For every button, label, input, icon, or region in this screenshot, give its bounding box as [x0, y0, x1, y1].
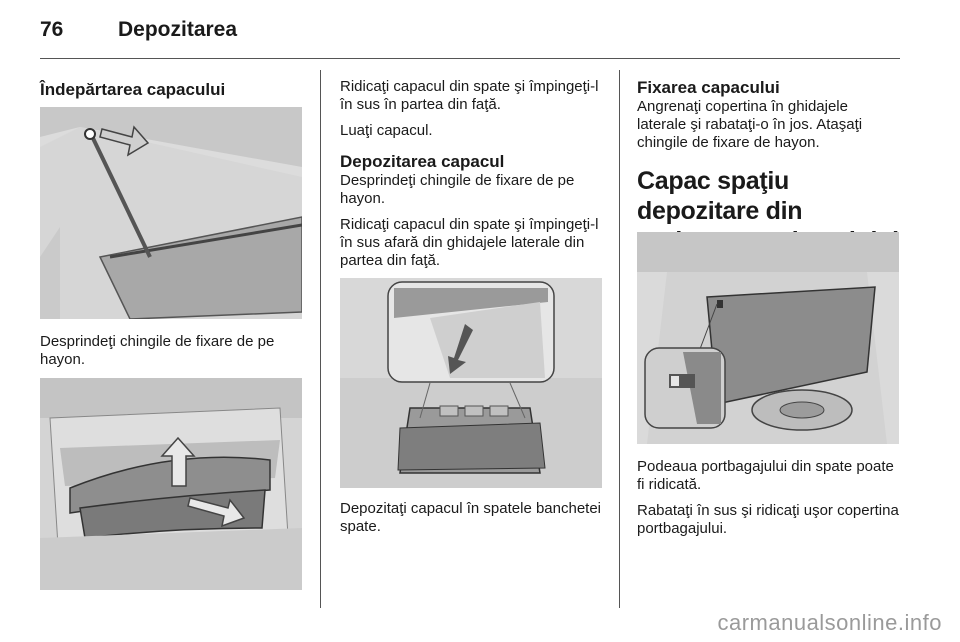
column-1-text	[40, 333, 304, 377]
watermark: carmanualsonline.info	[717, 610, 942, 635]
instruction-take-cover: Luaţi capacul.	[340, 122, 433, 139]
illustration-floor-storage	[637, 232, 899, 444]
section-heading-fix-cover: Fixarea capacului	[637, 78, 780, 97]
header-rule	[40, 58, 900, 59]
illustration-remove-cover	[40, 378, 302, 590]
illustration-store-cover	[340, 278, 602, 488]
section-title-floor-storage: Capac spaţiu depozitare din	[637, 167, 803, 225]
column-divider-2	[619, 70, 620, 608]
instruction-floor-liftable: Podeaua portbagajului din spate poate fi ridicată.	[637, 458, 894, 493]
column-1	[40, 80, 304, 100]
instruction-store-behind-seat: Depozitaţi capacul în spatele banchetei spate.	[340, 500, 602, 535]
illustration-tailgate-strap	[40, 107, 302, 319]
column-divider-1	[320, 70, 321, 608]
column-3-bottom	[637, 458, 899, 546]
instruction-lift-cover: Ridicaţi capacul din spate şi împingeţi-l în sus în partea din faţă.	[340, 78, 599, 113]
instruction-release-straps-2: Desprindeţi chingile de fixare de pe hayon.	[340, 172, 575, 207]
page-title: Depozitarea	[118, 18, 238, 41]
column-2	[340, 78, 608, 278]
instruction-lift-push-out: Ridicaţi capacul din spate şi împingeţi-l în sus afară din ghidajele laterale din partea din faţă.	[340, 216, 599, 269]
section-heading-store-cover: Depozitarea capacul	[340, 152, 505, 171]
instruction-release-straps: Desprindeţi chingile de fixare de pe hayon.	[40, 333, 275, 368]
instruction-fold-lift-cover: Rabataţi în sus şi ridicaţi uşor copertina portbagajului.	[637, 502, 899, 537]
instruction-engage-guides: Angrenaţi copertina în ghidajele laterale şi rabataţi-o în jos. Ataşaţi chingile de fixare de hayon.	[637, 98, 863, 151]
section-heading-remove-cover: Îndepărtarea capacului	[40, 80, 226, 99]
column-2-bottom	[340, 500, 608, 544]
page-number: 76	[40, 18, 64, 41]
